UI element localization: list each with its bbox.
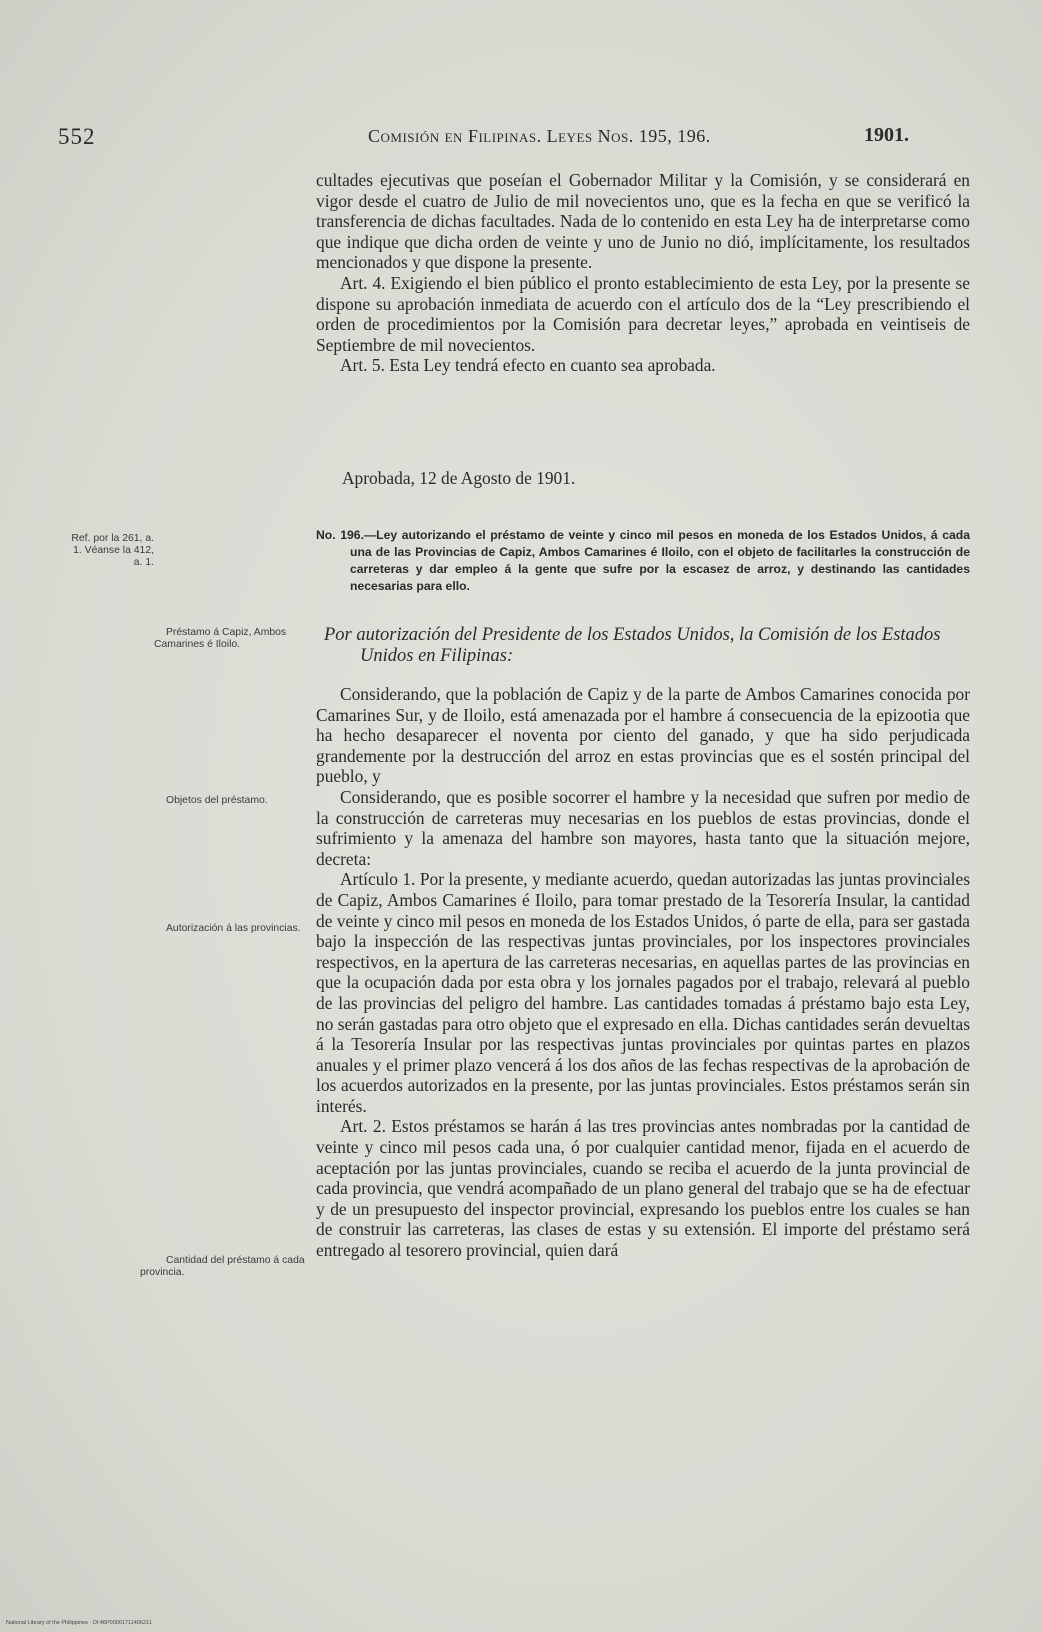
considerando-2: Considerando, que es posible socorrer el hambre y la necesidad que sufren por medio de la construcción de carreteras muy necesarias en los pueblos de estas provincias, donde el sufrimiento y la amenaza del hambre son mayores, hasta tanto que la situación mejore, decreta:: [316, 786, 970, 869]
enacting-authority: Por autorización del Presidente de los Estados Unidos, la Comisión de los Estados Unidos en Filipinas:: [324, 625, 941, 666]
article-2: Art. 2. Estos préstamos se harán á las tres provincias antes nombradas por la cantidad de veinte y cinco mil pesos cada una, ó por cualquier cantidad menor, fijada en el acuerdo de aceptación por las juntas provinciales, cuando se reciba el acuerdo de la junta provincial de cada provincia, que vendrá acompañado de un plano general del trabajo que se ha de efectuar y de un presupuesto del inspector provincial, expresando los pueblos entre los cuales se han de construir las carreteras, las clases de estas y su extensión. El importe del préstamo será entregado al tesorero provincial, quien dará: [316, 1116, 970, 1261]
scan-footer: National Library of the Philippines · DI:46P00001711406211: [6, 1620, 152, 1626]
running-title: Comisión en Filipinas. Leyes Nos. 195, 196.: [368, 126, 711, 146]
approval-date: Aprobada, 12 de Agosto de 1901.: [342, 468, 576, 488]
article-4: Art. 4. Exigiendo el bien público el pronto establecimiento de esta Ley, por la presente se dispone su aprobación inmediata de acuerdo con el artículo dos de la “Ley prescribiendo el orden de procedimientos por la Comisión para decretar leyes,” aprobada en veintiseis de Septiembre de mil novecientos.: [316, 272, 970, 355]
article-1: Artículo 1. Por la presente, y mediante acuerdo, quedan autorizadas las juntas provinciales de Capiz, Ambos Camarines é Iloilo, para tomar prestado de la Tesorería Insular, la cantidad de veinte y cinco mil pesos en moneda de los Estados Unidos, ó parte de ella, para ser gastada bajo la inspección de las respectivas juntas provinciales, por los inspectores provinciales respectivos, en la apertura de las carreteras necesarias, en aquellas partes de las provincias en que la ocupación dada por esta obra y los jornales pagados por el trabajo, relevará al pueblo de las provincias del peligro del hambre. Las cantidades tomadas á préstamo bajo esta Ley, no serán gastadas para otro objeto que el expresado en ella. Dichas cantidades serán devueltas á la Tesorería Insular por las respectivas juntas provinciales por quintas partes en plazos anuales y el primer plazo vencerá á los dos años de las fechas respectivas de la aprobación de los acuerdos autorizados en la presente, por las juntas provinciales. Estos préstamos serán sin interés.: [316, 869, 970, 1116]
margin-note-loan: Préstamo á Capiz, Ambos Camarines é Iloilo.: [154, 627, 287, 650]
margin-note-authorization: Autorización á las provincias.: [166, 923, 301, 934]
law-196-body: [316, 684, 970, 1261]
running-header: [58, 124, 918, 152]
law-195-continuation: [316, 170, 970, 376]
article-5: Art. 5. Esta Ley tendrá efecto en cuanto sea aprobada.: [340, 355, 716, 376]
margin-note-objects: Objetos del préstamo.: [166, 795, 268, 806]
margin-note-reference: Ref. por la 261, a. 1. Véanse la 412, a. 1.: [71, 533, 154, 568]
margin-note-amount: Cantidad del préstamo á cada provincia.: [140, 1255, 305, 1278]
running-year: 1901.: [864, 124, 909, 146]
considerando-1: Considerando, que la población de Capiz y de la parte de Ambos Camarines conocida por Camarines Sur, y de Iloilo, está amenazada por el hambre á consecuencia de la epizootia que ha hecho desaparecer el noventa por ciento del ganado, y que ha sido perjudicada grandemente por la destrucción del arroz en estas provincias que es el sostén principal del pueblo, y: [316, 684, 970, 787]
page-number: 552: [58, 124, 96, 149]
law-196-heading: No. 196.—Ley autorizando el préstamo de veinte y cinco mil pesos en moneda de los Estados Unidos, á cada una de las Provincias de Capiz, Ambos Camarines é Iloilo, con el objeto de facilitarles la construcción de carreteras y dar empleo á la gente que sufre por la escasez de arroz, y destinando las cantidades necesarias para ello.: [316, 528, 970, 593]
continuation-paragraph: cultades ejecutivas que poseían el Gobernador Militar y la Comisión, y se considerará en vigor desde el cuatro de Julio de mil novecientos uno, que es la fecha en que se verificó la transferencia de dichas facultades. Nada de lo contenido en esta Ley ha de interpretarse como que indique que dicha orden de veinte y uno de Junio no dió, implícitamente, los resultados mencionados y que dispone la presente.: [316, 170, 970, 273]
